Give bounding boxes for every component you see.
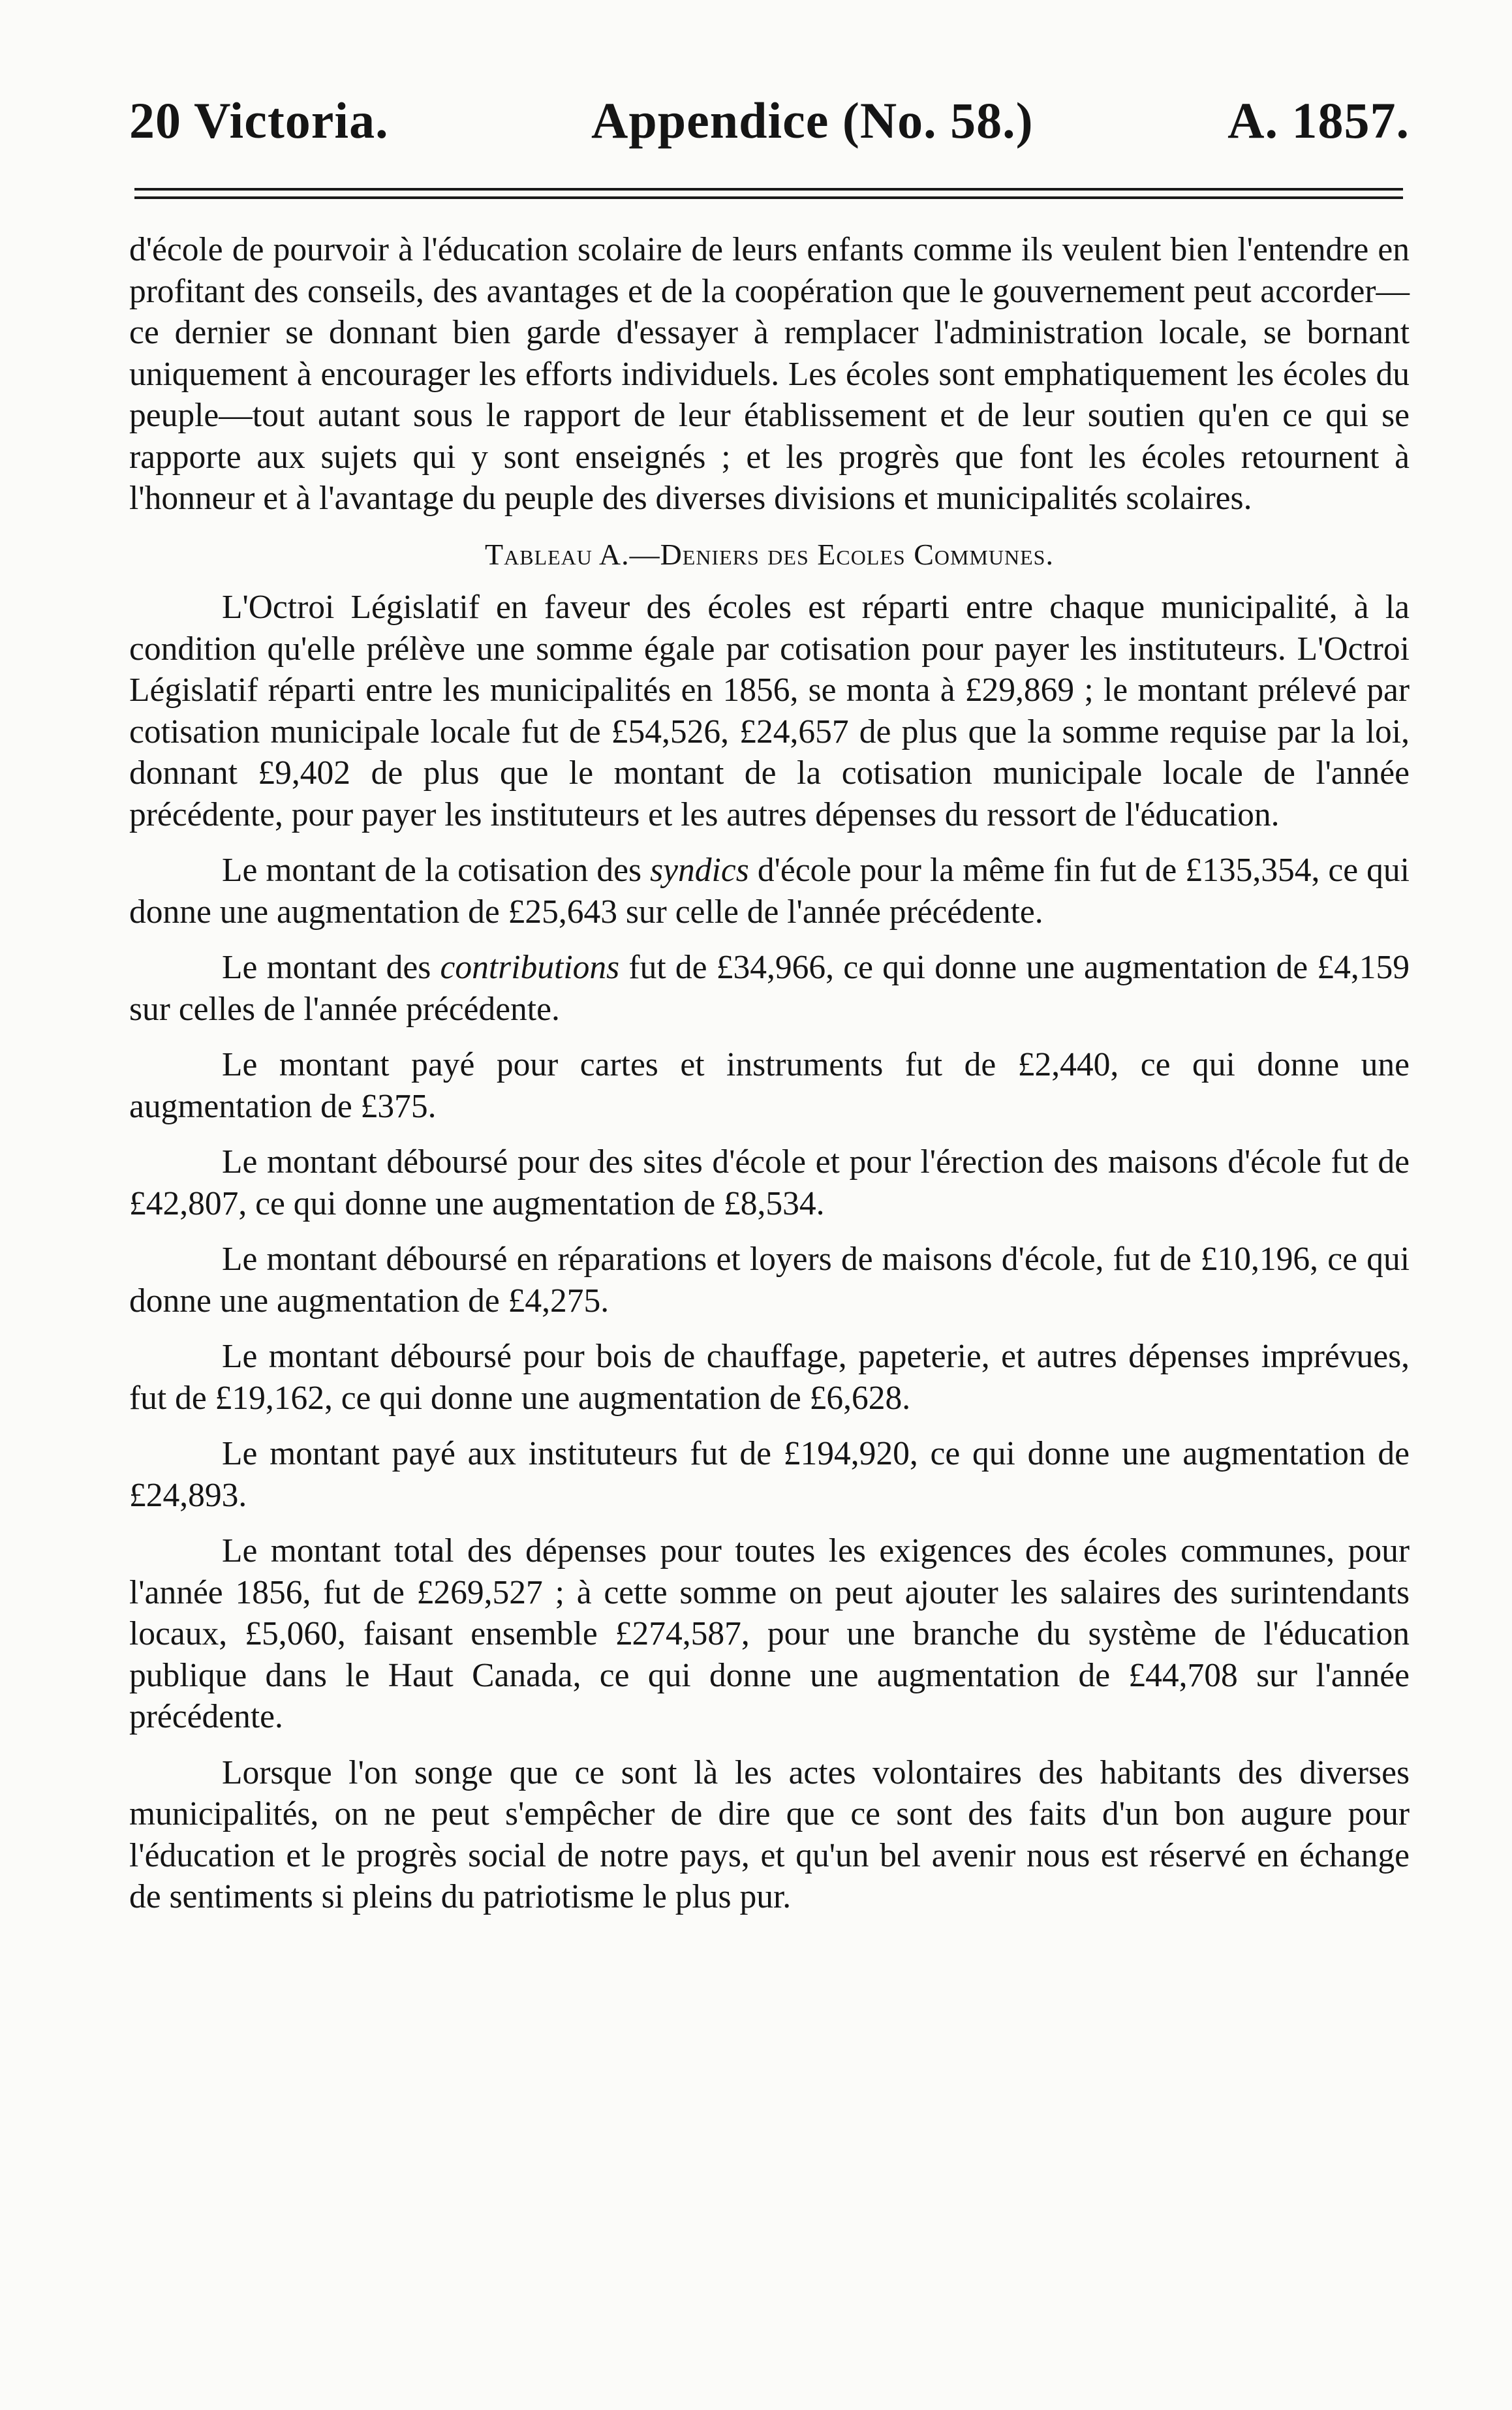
document-page — [129, 91, 1410, 1918]
paragraph-contributions-rest: fut de £34,966, ce qui donne une augmentation de £4,159 sur celles de l'année précédente. — [129, 949, 1410, 1028]
section-heading: Tableau A.—Deniers des Ecoles Communes. — [485, 537, 1054, 571]
running-header — [129, 91, 1410, 150]
header-appendix: Appendice (No. 58.) — [591, 92, 1034, 149]
paragraph-cartes: Le montant payé pour cartes et instruments fut de £2,440, ce qui donne une augmentation de £375. — [129, 1046, 1410, 1125]
paragraph-conclusion: Lorsque l'on songe que ce sont là les actes volontaires des habitants des diverses municipalités, on ne peut s'empêcher de dire que ce sont des faits d'un bon augure pour l'éducation et le progrès social de notre pays, et qu'un bel avenir nous est réservé en échange de sentiments si pleins du patriotisme le plus pur. — [129, 1753, 1410, 1915]
header-year: A. 1857. — [1227, 92, 1410, 149]
paragraph-chauffage: Le montant déboursé pour bois de chauffage, papeterie, et autres dépenses imprévues, fut de £19,162, ce qui donne une augmentation de £6,628. — [129, 1338, 1410, 1417]
paragraph-syndics-italic: syndics — [650, 852, 749, 889]
rule-top — [134, 188, 1403, 191]
paragraph-instituteurs: Le montant payé aux instituteurs fut de £194,920, ce qui donne une augmentation de £24,893. — [129, 1435, 1410, 1514]
paragraph-syndics — [129, 850, 1410, 933]
body-text — [129, 229, 1410, 1918]
paragraph-syndics-lead: Le montant de la cotisation des — [222, 852, 651, 889]
paragraph-sites: Le montant déboursé pour des sites d'école et pour l'érection des maisons d'école fut de £42,807, ce qui donne une augmentation de £8,534. — [129, 1143, 1410, 1222]
paragraph-continued: d'école de pourvoir à l'éducation scolaire de leurs enfants comme ils veulent bien l'entendre en profitant des conseils, des avantages et de la coopération que le gouvernement peut accorder—ce dernier se donnant bien garde d'essayer à remplacer l'administration locale, se bornant uniquement à encourager les efforts individuels. Les écoles sont emphatiquement les écoles du peuple—tout autant sous le rapport de leur établissement et de leur soutien qu'en ce qui se rapporte aux sujets qui y sont enseignés ; et les progrès que font les écoles retournent à l'honneur et à l'avantage du peuple des diverses divisions et municipalités scolaires. — [129, 231, 1410, 517]
paragraph-octroi: L'Octroi Législatif en faveur des écoles est réparti entre chaque municipalité, à la condition qu'elle prélève une somme égale par cotisation pour payer les instituteurs. L'Octroi Législatif réparti entre les municipalités en 1856, se monta à £29,869 ; le montant prélevé par cotisation municipale locale fut de £54,526, £24,657 de plus que la somme requise par la loi, donnant £9,402 de plus que le montant de la cotisation municipale locale de l'année précédente, pour payer les instituteurs et les autres dépenses du ressort de l'éducation. — [129, 589, 1410, 833]
rule-bottom — [134, 196, 1403, 199]
header-double-rule — [134, 188, 1403, 199]
paragraph-contributions-italic: contributions — [440, 949, 620, 986]
paragraph-contributions — [129, 947, 1410, 1030]
header-session: 20 Victoria. — [129, 92, 389, 149]
paragraph-total: Le montant total des dépenses pour toutes les exigences des écoles communes, pour l'année 1856, fut de £269,527 ; à cette somme on peut ajouter les salaires des surintendants locaux, £5,060, faisant ensemble £274,587, pour une branche du système de l'éducation publique dans le Haut Canada, ce qui donne une augmentation de £44,708 sur l'année précédente. — [129, 1532, 1410, 1735]
paragraph-contributions-lead: Le montant des — [222, 949, 440, 986]
paragraph-reparations: Le montant déboursé en réparations et loyers de maisons d'école, fut de £10,196, ce qui donne une augmentation de £4,275. — [129, 1241, 1410, 1320]
paragraph-syndics-rest: d'école pour la même fin fut de £135,354, ce qui donne une augmentation de £25,643 sur celle de l'année précédente. — [129, 852, 1410, 931]
